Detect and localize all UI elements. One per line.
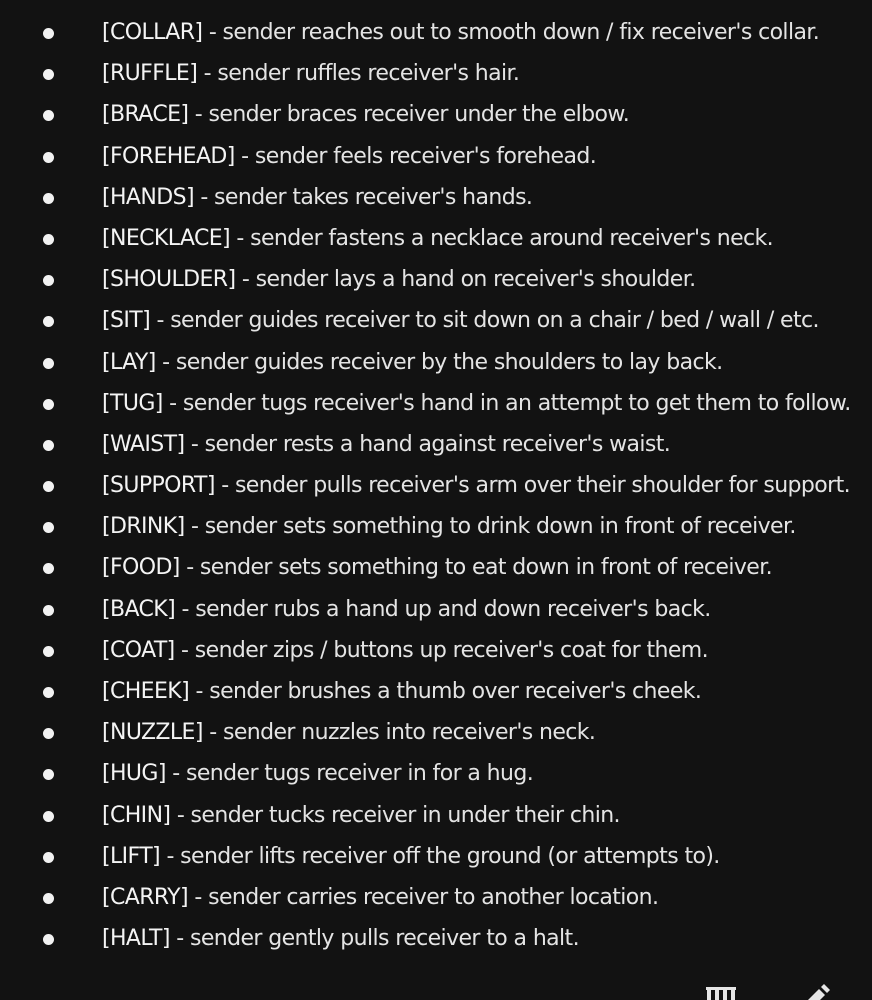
action-description: - sender ruffles receiver's hair. [203, 61, 520, 87]
bullet-icon [43, 811, 54, 822]
bullet-icon [43, 605, 54, 616]
list-item-text [102, 259, 696, 300]
list-item [0, 671, 872, 712]
list-item [0, 836, 872, 877]
action-tag: [HUG] [102, 761, 166, 787]
list-item-text [102, 465, 850, 506]
action-tag: [LIFT] [102, 843, 161, 869]
list-item [0, 712, 872, 753]
bullet-icon [43, 275, 54, 286]
list-item-text [102, 836, 720, 877]
list-item-text [102, 177, 532, 218]
action-description: - sender sets something to drink down in front of receiver. [190, 514, 796, 540]
bullet-icon [43, 481, 54, 492]
action-tag: [COLLAR] [102, 20, 203, 45]
list-item [0, 136, 872, 177]
action-description: - sender braces receiver under the elbow. [194, 102, 630, 128]
list-item [0, 342, 872, 383]
action-tag: [TUG] [102, 390, 163, 416]
bullet-icon [43, 316, 54, 327]
bullet-icon [43, 687, 54, 698]
columns-icon[interactable] [704, 984, 738, 1000]
action-description: - sender lifts receiver off the ground (or attempts to). [166, 843, 720, 869]
list-item [0, 218, 872, 259]
action-description: - sender tugs receiver in for a hug. [172, 761, 534, 787]
action-tag: [CHIN] [102, 802, 171, 828]
bullet-icon [43, 769, 54, 780]
list-item [0, 506, 872, 547]
list-item-text [102, 53, 519, 94]
list-item-text [102, 383, 851, 424]
action-description: - sender feels receiver's forehead. [241, 143, 597, 169]
bullet-icon [43, 69, 54, 80]
pencil-icon[interactable] [804, 984, 834, 1000]
list-item-text [102, 342, 723, 383]
action-tag: [DRINK] [102, 514, 185, 540]
action-list [0, 12, 872, 959]
bullet-icon [43, 728, 54, 739]
list-item-text [102, 630, 708, 671]
list-item [0, 465, 872, 506]
list-item-text [102, 506, 796, 547]
action-description: - sender pulls receiver's arm over their shoulder for support. [221, 473, 850, 499]
list-item [0, 877, 872, 918]
list-item [0, 547, 872, 588]
list-item [0, 177, 872, 218]
bullet-icon [43, 152, 54, 163]
action-description: - sender tugs receiver's hand in an attempt to get them to follow. [169, 390, 851, 416]
list-item-text [102, 918, 579, 959]
list-item [0, 630, 872, 671]
bullet-icon [43, 110, 54, 121]
action-tag: [CARRY] [102, 884, 188, 910]
list-item-text [102, 218, 773, 259]
bullet-icon [43, 193, 54, 204]
action-description: - sender sets something to eat down in front of receiver. [186, 555, 773, 581]
bullet-icon [43, 934, 54, 945]
action-tag: [FOOD] [102, 555, 180, 581]
bullet-icon [43, 440, 54, 451]
action-tag: [CHEEK] [102, 679, 190, 704]
list-item [0, 589, 872, 630]
action-tag: [BACK] [102, 596, 176, 622]
action-tag: [WAIST] [102, 431, 185, 457]
list-item-text [102, 753, 533, 794]
action-description: - sender guides receiver by the shoulders to lay back. [162, 349, 723, 375]
action-tag: [SUPPORT] [102, 473, 215, 499]
list-item-text [102, 671, 701, 712]
action-description: - sender reaches out to smooth down / fix receiver's collar. [208, 20, 820, 45]
action-tag: [LAY] [102, 349, 156, 375]
list-item-text [102, 547, 772, 588]
action-description: - sender fastens a necklace around receiver's neck. [236, 225, 774, 251]
action-tag: [NECKLACE] [102, 225, 230, 251]
list-item [0, 795, 872, 836]
action-description: - sender zips / buttons up receiver's coat for them. [181, 637, 709, 663]
bullet-icon [43, 234, 54, 245]
list-item-text [102, 877, 658, 918]
action-description: - sender guides receiver to sit down on a chair / bed / wall / etc. [156, 308, 819, 334]
list-item [0, 753, 872, 794]
bullet-icon [43, 522, 54, 533]
bullet-icon [43, 28, 54, 39]
action-tag: [COAT] [102, 637, 175, 663]
action-description: - sender carries receiver to another location. [194, 884, 659, 910]
action-tag: [RUFFLE] [102, 61, 198, 87]
list-item [0, 94, 872, 135]
action-description: - sender rubs a hand up and down receiver's back. [181, 596, 711, 622]
list-item-text [102, 795, 620, 836]
list-item-text [102, 589, 711, 630]
action-tag: [HALT] [102, 926, 170, 952]
list-item-text [102, 712, 595, 753]
action-tag: [SIT] [102, 308, 151, 334]
bullet-icon [43, 358, 54, 369]
bullet-icon [43, 852, 54, 863]
list-item [0, 53, 872, 94]
action-description: - sender brushes a thumb over receiver's cheek. [195, 679, 702, 704]
bullet-icon [43, 563, 54, 574]
list-item [0, 300, 872, 341]
list-item-text [102, 136, 596, 177]
action-description: - sender nuzzles into receiver's neck. [209, 720, 596, 746]
list-item [0, 383, 872, 424]
list-item [0, 424, 872, 465]
action-tag: [BRACE] [102, 102, 189, 128]
bullet-icon [43, 646, 54, 657]
action-description: - sender lays a hand on receiver's shoulder. [241, 267, 696, 293]
list-item [0, 12, 872, 53]
bullet-icon [43, 893, 54, 904]
action-description: - sender takes receiver's hands. [200, 184, 533, 210]
list-item [0, 918, 872, 959]
action-tag: [NUZZLE] [102, 720, 203, 746]
action-tag: [SHOULDER] [102, 267, 236, 293]
action-tag: [FOREHEAD] [102, 143, 235, 169]
action-tag: [HANDS] [102, 184, 194, 210]
list-item [0, 259, 872, 300]
action-description: - sender rests a hand against receiver's waist. [190, 431, 671, 457]
list-item-text [102, 94, 629, 135]
list-item-text [102, 424, 670, 465]
action-description: - sender gently pulls receiver to a halt. [176, 926, 579, 952]
list-item-text [102, 12, 819, 53]
list-item-text [102, 300, 819, 341]
bullet-icon [43, 399, 54, 410]
action-description: - sender tucks receiver in under their chin. [176, 802, 620, 828]
